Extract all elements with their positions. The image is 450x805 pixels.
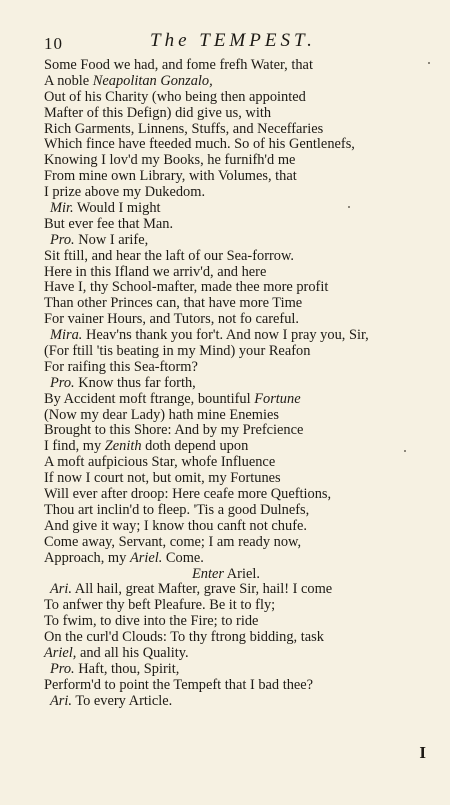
text-run: Come away, Servant, come; I am ready now, xyxy=(44,533,302,550)
speaker-name: Ari. xyxy=(50,692,72,709)
text-run: If now I court not, but omit, my Fortunes xyxy=(44,470,281,487)
text-line xyxy=(44,249,436,265)
text-run: Rich Garments, Linnens, Stuffs, and Neceffaries xyxy=(44,120,324,137)
play-text xyxy=(44,58,436,710)
text-run: A moft aufpicious Star, whofe Influence xyxy=(44,454,276,471)
text-run: To anfwer thy beft Pleafure. Be it to fly; xyxy=(44,597,276,614)
text-line xyxy=(44,646,436,662)
text-run: From mine own Library, with Volumes, that xyxy=(44,168,297,185)
text-run: Approach, my xyxy=(44,549,130,566)
speaker-name: Pro. xyxy=(50,231,75,248)
text-run: (Now my dear Lady) hath mine Enemies xyxy=(44,406,279,423)
running-title: The TEMPEST. xyxy=(150,30,316,51)
text-line xyxy=(44,265,436,281)
text-line xyxy=(44,423,436,439)
text-run: I find, my xyxy=(44,438,105,455)
italic-text: Neapolitan Gonzalo, xyxy=(92,72,213,89)
text-line xyxy=(44,392,436,408)
text-run: Now I arife, xyxy=(74,231,149,248)
text-run: To every Article. xyxy=(72,692,173,709)
text-line xyxy=(44,169,436,185)
text-run: All hail, great Mafter, grave Sir, hail! I come xyxy=(72,581,333,598)
text-line xyxy=(44,694,436,710)
text-line xyxy=(44,567,436,583)
text-run: Heav'ns thank you for't. And now I pray you, Sir, xyxy=(82,327,369,344)
text-line xyxy=(44,296,436,312)
text-run: And give it way; I know thou canft not chufe. xyxy=(44,517,307,534)
text-run: A noble xyxy=(44,72,93,89)
text-run: Have I, thy School-mafter, made thee more profit xyxy=(44,279,329,296)
text-line xyxy=(44,551,436,567)
speaker-name: Mira. xyxy=(50,327,83,344)
italic-text: Fortune xyxy=(254,390,301,407)
text-line xyxy=(44,439,436,455)
text-line xyxy=(44,344,436,360)
page-number: 10 xyxy=(44,34,63,53)
text-line xyxy=(44,471,436,487)
text-run: Perform'd to point the Tempeft that I bad thee? xyxy=(44,676,314,693)
text-line xyxy=(44,58,436,74)
text-run: Would I might xyxy=(73,200,161,217)
text-run: Thou art inclin'd to fleep. 'Tis a good Dulnefs, xyxy=(44,501,310,518)
text-line xyxy=(44,185,436,201)
speaker-name: Pro. xyxy=(50,660,75,677)
text-line xyxy=(44,503,436,519)
text-line xyxy=(44,312,436,328)
text-run: But ever fee that Man. xyxy=(44,215,174,232)
text-line xyxy=(44,662,436,678)
text-run: Come. xyxy=(162,549,204,566)
text-run: Some Food we had, and fome frefh Water, that xyxy=(44,57,313,73)
italic-text: Ariel, xyxy=(44,644,77,661)
text-line xyxy=(44,630,436,646)
text-line xyxy=(44,328,436,344)
text-line xyxy=(44,487,436,503)
text-run: Know thus far forth, xyxy=(74,374,196,391)
text-run: Which fince have fteeded much. So of his Gentlenefs, xyxy=(44,136,355,153)
text-run: By Accident moft ftrange, bountiful xyxy=(44,390,255,407)
text-line xyxy=(44,376,436,392)
text-run: Ariel. xyxy=(223,565,260,582)
text-run: Here in this Ifland we arriv'd, and here xyxy=(44,263,267,280)
text-run: For vainer Hours, and Tutors, not fo careful. xyxy=(44,311,299,328)
text-run: To fwim, to dive into the Fire; to ride xyxy=(44,613,259,630)
text-line xyxy=(44,582,436,598)
italic-text: Zenith xyxy=(104,438,142,455)
text-line xyxy=(44,106,436,122)
text-line xyxy=(44,90,436,106)
text-line xyxy=(44,233,436,249)
text-line xyxy=(44,137,436,153)
text-run: Brought to this Shore: And by my Prefcience xyxy=(44,422,304,439)
text-run: and all his Quality. xyxy=(76,644,189,661)
text-line xyxy=(44,201,436,217)
text-line xyxy=(44,153,436,169)
text-line xyxy=(44,122,436,138)
text-line xyxy=(44,678,436,694)
text-run: Will ever after droop: Here ceafe more Queftions, xyxy=(44,486,332,503)
text-run: (For ftill 'tis beating in my Mind) your Reafon xyxy=(44,343,311,360)
text-run: Mafter of this Defign) did give us, with xyxy=(44,104,272,121)
speaker-name: Ari. xyxy=(50,581,72,598)
text-run: Haft, thou, Spirit, xyxy=(74,660,180,677)
text-line xyxy=(44,598,436,614)
text-run: doth depend upon xyxy=(141,438,249,455)
text-line xyxy=(44,408,436,424)
text-run: On the curl'd Clouds: To thy ftrong bidding, task xyxy=(44,629,324,646)
text-line xyxy=(44,535,436,551)
text-line xyxy=(44,614,436,630)
page-header xyxy=(44,30,410,54)
paper-speck xyxy=(404,450,406,452)
paper-speck xyxy=(348,206,350,208)
text-run: Sit ftill, and hear the laft of our Sea-forrow. xyxy=(44,247,295,264)
text-line xyxy=(44,455,436,471)
catchword: I xyxy=(419,743,426,762)
text-line xyxy=(44,74,436,90)
text-run: I prize above my Dukedom. xyxy=(44,184,206,201)
text-run: For raifing this Sea-ftorm? xyxy=(44,358,198,375)
paper-speck xyxy=(428,62,430,64)
text-line xyxy=(44,360,436,376)
text-line xyxy=(44,217,436,233)
text-line xyxy=(44,280,436,296)
speaker-name: Mir. xyxy=(50,200,74,217)
text-line xyxy=(44,519,436,535)
speaker-name: Pro. xyxy=(50,374,75,391)
italic-text: Ariel. xyxy=(129,549,163,566)
text-run: Than other Princes can, that have more Time xyxy=(44,295,303,312)
stage-direction: Enter xyxy=(192,565,224,582)
text-run: Knowing I lov'd my Books, he furnifh'd me xyxy=(44,152,296,169)
text-run: Out of his Charity (who being then appointed xyxy=(44,88,306,105)
